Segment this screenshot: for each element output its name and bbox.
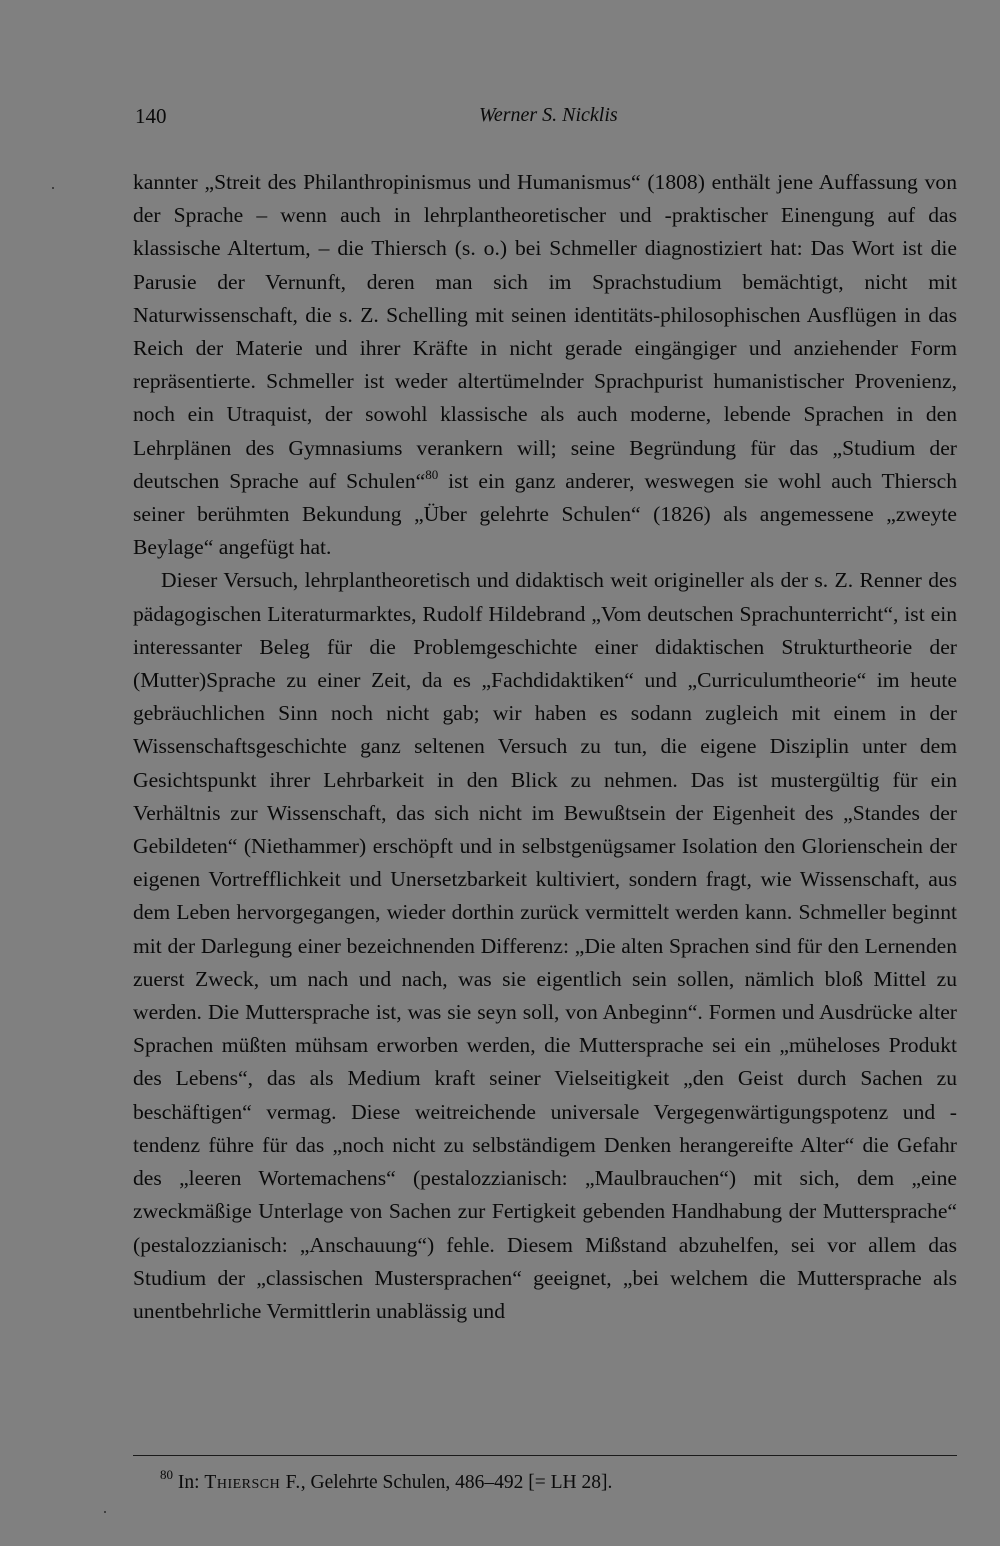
page-header — [135, 104, 957, 134]
scan-speck — [52, 187, 54, 189]
paragraph-1 — [133, 166, 957, 564]
footnote — [160, 1467, 613, 1496]
paragraph-2: Dieser Versuch, lehrplantheoretisch und didaktisch weit origineller als der s. Z. Renner des pädagogischen Literaturmarktes, Rudolf Hildebrand „Vom deutschen Sprachunterricht“, ist ein interessanter Beleg für die Problemgeschichte einer didaktischen Strukturtheorie der (Mutter)Sprache zu einer Zeit, da es „Fachdidaktiken“ und „Curriculumtheorie“ im heute gebräuchlichen Sinn noch nicht gab; wir haben es sodann zugleich mit einem in der Wissenschaftsgeschichte ganz seltenen Versuch zu tun, die eigene Disziplin unter dem Gesichtspunkt ihrer Lehrbarkeit in den Blick zu nehmen. Das ist mustergültig für ein Verhältnis zur Wissenschaft, das sich nicht im Bewußtsein der Eigenheit des „Standes der Gebildeten“ (Niethammer) erschöpft und in selbstgenügsamer Isolation den Glorienschein der eigenen Vortrefflichkeit und Unersetzbarkeit kultiviert, sondern fragt, wie Wissenschaft, aus dem Leben hervorgegangen, wieder dorthin zurück vermittelt werden kann. Schmeller beginnt mit der Darlegung einer bezeichnenden Differenz: „Die alten Sprachen sind für den Lernenden zuerst Zweck, um nach und nach, was sie eigentlich sein sollen, nämlich bloß Mittel zu werden. Die Muttersprache ist, was sie seyn soll, von Anbeginn“. Formen und Ausdrücke alter Sprachen müßten mühsam erworben werden, die Muttersprache sei ein „müheloses Produkt des Lebens“, das als Medium kraft seiner Vielseitigkeit „den Geist durch Sachen zu beschäftigen“ vermag. Diese weitreichende universale Vergegenwärtigungspotenz und -tendenz führe für das „noch nicht zu selbständigem Denken herangereifte Alter“ die Gefahr des „leeren Wortemachens“ (pestalozzianisch: „Maulbrauchen“) mit sich, dem „eine zweckmäßige Unterlage von Sachen zur Fertigkeit gebenden Handhabung der Muttersprache“ (pestalozzianisch: „Anschauung“) fehle. Diesem Mißstand abzuhelfen, sei vor allem das Studium der „classischen Mustersprachen“ geeignet, „bei welchem die Muttersprache als unentbehrliche Vermittlerin unablässig und — [133, 568, 957, 1323]
running-head: Werner S. Nicklis — [479, 104, 618, 126]
footnote-author: Thiersch F. — [204, 1472, 301, 1493]
footnote-number: 80 — [160, 1467, 173, 1482]
paragraph-1-text-a: kannter „Streit des Philanthropinismus und Humanismus“ (1808) enthält jene Auffassung von der Sprache – wenn auch in lehrplantheoretischer und -praktischer Einengung auf das klassische Altertum, – die Thiersch (s. o.) bei Schmeller diagnostiziert hat: Das Wort ist die Parusie der Vernunft, deren man sich im Sprachstudium bemächtigt, nicht mit Naturwissenschaft, die s. Z. Schelling mit seinen identitäts-philosophischen Ausflügen in das Reich der Materie und ihrer Kräfte in nicht gerade eingängiger und anziehender Form repräsentierte. Schmeller ist weder altertümelnder Sprachpurist humanistischer Provenienz, noch ein Utraquist, der sowohl klassische als auch moderne, lebende Sprachen in den Lehrplänen des Gymnasiums verankern will; seine Begründung für das „Studium der deutschen Sprache auf Schulen“ — [133, 170, 957, 493]
body-text — [133, 166, 957, 1328]
scan-speck — [104, 1511, 106, 1513]
footnote-citation: , Gelehrte Schulen, 486–492 [= LH 28]. — [300, 1472, 613, 1493]
footnote-prefix: In: — [177, 1472, 205, 1493]
footnote-divider — [133, 1455, 957, 1456]
paragraph-1-text-b: ist ein ganz anderer, weswegen sie wohl auch Thiersch seiner berühmten Bekundung „Über gelehrte Schulen“ (1826) als angemessene „zweyte Beylage“ angefügt hat. — [133, 468, 957, 560]
footnote-reference[interactable]: 80 — [425, 466, 439, 482]
page-number: 140 — [135, 104, 167, 128]
